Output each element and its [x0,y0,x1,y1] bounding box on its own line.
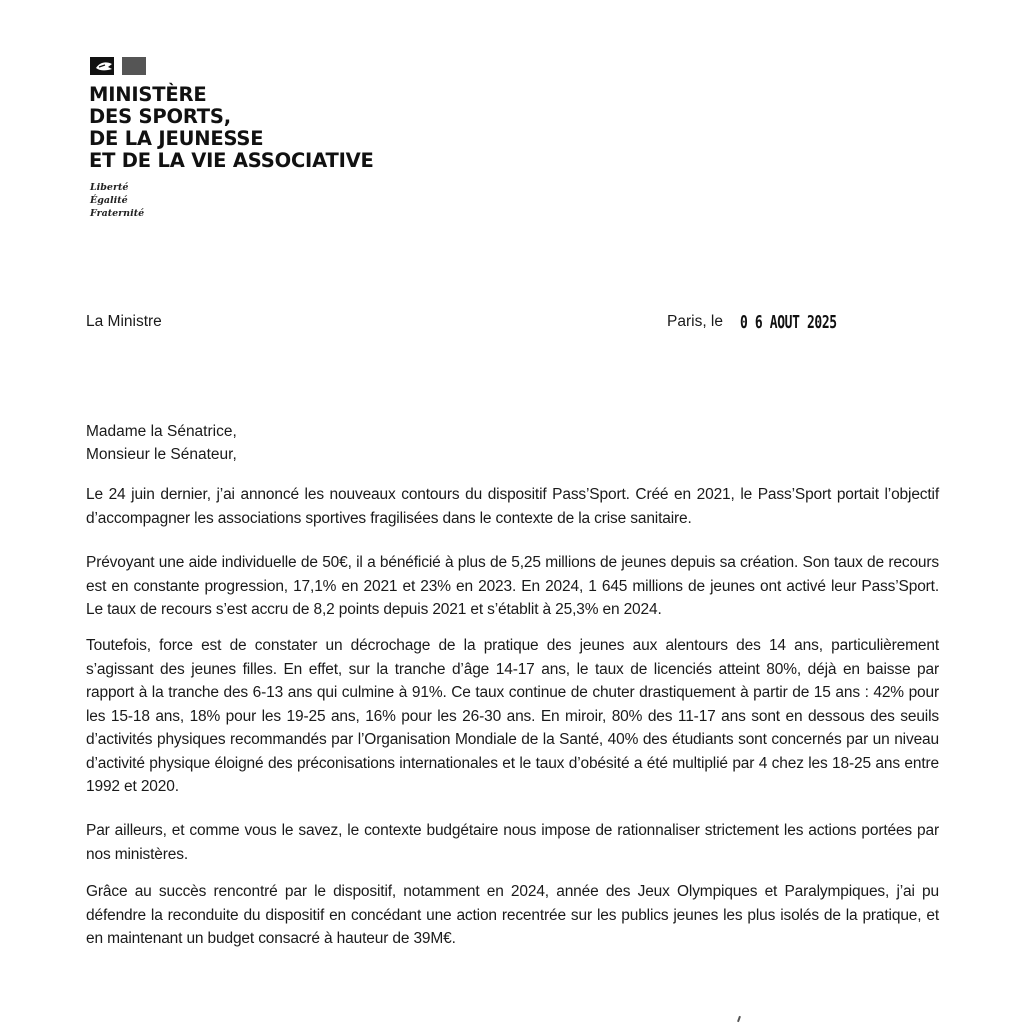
salutation-line: Madame la Sénatrice, [86,423,237,440]
salutation-line: Monsieur le Sénateur, [86,446,237,463]
paragraph-dropout: Toutefois, force est de constater un décrochage de la pratique des jeunes aux alentours des 14 ans, particulièrement s’agissant des jeunes filles. En effet, sur la tranche d’âge 14-17 ans, le taux de licenciés atteint 80%, déjà en baisse par rapport à la tranche des 6-13 ans qui culmine à 91%. Ce taux continue de chuter drastiquement à partir de 15 ans : 42% pour les 15-18 ans, 18% pour les 19-25 ans, 16% pour les 26-30 ans. En miroir, 80% des 11-17 ans sont en dessous des seuils d’activités physiques recommandés par l’Organisation Mondiale de la Santé, 40% des étudiants sont concernés par un niveau d’activité physique éloigné des préconisations internationales et le taux d’obésité a été multiplié par 4 chez les 18-25 ans entre 1992 et 2020. [86,637,939,795]
date-place: Paris, le [667,313,723,330]
republic-motto [90,181,144,220]
motto-liberte: Liberté [90,182,129,193]
ministry-line: DE LA JEUNESSE [89,127,264,150]
paragraph-figures: Prévoyant une aide individuelle de 50€, il a bénéficié à plus de 5,25 millions de jeunes depuis sa création. Son taux de recours est en constante progression, 17,1% en 2021 et 23% en 2023. En 2024, 1 645 millions de jeunes ont activé leur Pass’Sport. Le taux de recours s’est accru de 8,2 points depuis 2021 et s’établit à 25,3% en 2024. [86,554,939,618]
ministry-line: MINISTÈRE [89,83,207,106]
paragraph-renewal: Grâce au succès rencontré par le dispositif, notamment en 2024, année des Jeux Olympiques et Paralympiques, j’ai pu défendre la reconduite du dispositif en concédant une action recentrée sur les publics jeunes les plus isolés de la pratique, et en maintenant un budget consacré à hauteur de 39M€. [86,883,939,947]
ministry-line: DES SPORTS, [89,105,231,128]
paragraph-intro: Le 24 juin dernier, j’ai annoncé les nouveaux contours du dispositif Pass’Sport. Créé en 2021, le Pass’Sport portait l’objectif d’accompagner les associations sportives fragilisées dans le contexte de la crise sanitaire. [86,486,939,527]
ministry-line: ET DE LA VIE ASSOCIATIVE [89,149,374,172]
paragraph-budget-context: Par ailleurs, et comme vous le savez, le contexte budgétaire nous impose de rationnaliser strictement les actions portées par nos ministères. [86,822,939,863]
date-stamp: 0 6 AOUT 2025 [740,312,837,333]
sender-title: La Ministre [86,313,162,330]
motto-fraternite: Fraternité [90,208,145,219]
motto-egalite: Égalité [90,195,128,206]
marianne-logo-icon [90,56,146,76]
pen-mark [737,1016,741,1022]
salutation [86,420,237,466]
ministry-name [89,84,374,172]
